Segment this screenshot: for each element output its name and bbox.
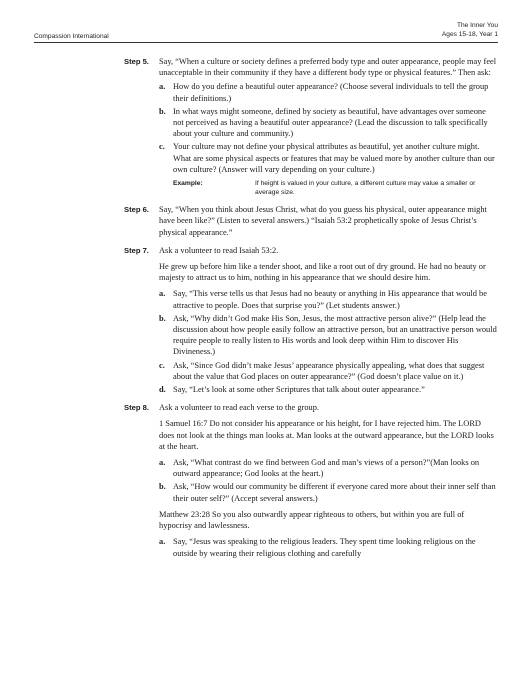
- item-letter: b.: [159, 313, 166, 323]
- question-item: [159, 481, 497, 503]
- item-text: Ask, “Since God didn’t make Jesus’ appearance physically appealing, what does that suggest about the value that God places on outer appearance?” (God doesn’t place value on it.): [173, 360, 485, 381]
- question-item: [159, 384, 497, 395]
- question-item: [159, 360, 497, 382]
- question-list: [159, 288, 497, 395]
- item-text: In what ways might someone, defined by society as beautiful, have advantages over someone not perceived as having a beautiful outer appearance? (Lead the discussion to talk specifically about your culture and community.): [173, 106, 488, 139]
- step-instruction: Ask a volunteer to read Isaiah 53:2.: [159, 245, 279, 255]
- lesson-content: [124, 56, 497, 566]
- item-letter: b.: [159, 106, 166, 116]
- question-item: [159, 313, 497, 358]
- item-letter: a.: [159, 458, 166, 468]
- course-meta: Ages 15-18, Year 1: [441, 30, 498, 38]
- header-divider: [34, 42, 498, 43]
- question-item: [159, 288, 497, 310]
- step-instruction: Say, “When you think about Jesus Christ, what do you guess his physical, outer appearance might have been like?” (Listen to several answers.) “Isaiah 53:2 prophetically spoke of Jesus Christ’s physical appearance.”: [159, 205, 487, 237]
- item-letter: c.: [159, 360, 165, 370]
- question-item: [159, 106, 497, 140]
- item-text: Say, “This verse tells us that Jesus had no beauty or anything in His appearance that would be attractive to people. Does that surprise you?” (Let students answer.): [173, 289, 487, 310]
- question-item: [159, 81, 497, 103]
- step-label: Step 5.: [124, 57, 149, 66]
- question-list: [159, 536, 497, 558]
- example-note: [173, 180, 497, 197]
- question-item: [159, 457, 497, 479]
- item-letter: a.: [159, 82, 166, 92]
- step-7: [124, 245, 497, 395]
- example-text: If height is valued in your culture, a different culture may value a smaller or average size.: [255, 180, 476, 196]
- page-header: [34, 22, 498, 42]
- question-item: [159, 141, 497, 175]
- item-text: Say, “Let’s look at some other Scriptures that talk about outer appearance.”: [173, 385, 425, 395]
- step-label: Step 6.: [124, 205, 149, 215]
- question-list: [159, 457, 497, 504]
- item-text: How do you define a beautiful outer appearance? (Choose several individuals to tell the group their definitions.): [173, 82, 489, 103]
- question-list: [159, 81, 497, 175]
- scripture-passage: He grew up before him like a tender shoot, and like a root out of dry ground. He had no beauty or majesty to attract us to him, nothing in his appearance that we should desire him.: [159, 262, 486, 283]
- step-8: [124, 402, 497, 558]
- organization-name: Compassion International: [34, 33, 109, 40]
- course-title: The Inner You: [456, 22, 498, 29]
- step-6: [124, 204, 497, 238]
- step-instruction: Say, “When a culture or society defines a preferred body type and outer appearance, people may feel unacceptable in their community if they have a different body type or physical features.” Then ask:: [159, 57, 497, 78]
- item-text: Say, “Jesus was speaking to the religious leaders. They spent time looking religious on the outside by wearing their religious clothing and carefully: [173, 537, 476, 558]
- item-text: Ask, “Why didn’t God make His Son, Jesus, the most attractive person alive?” (Help lead the discussion about how people easily follow an attractive person, but an unattractive person would require people to really listen to His words and look deep within Him to discover His Divineness.): [173, 313, 497, 357]
- example-label: Example:: [173, 180, 203, 188]
- question-item: [159, 536, 497, 558]
- step-instruction: Ask a volunteer to read each verse to the group.: [159, 403, 319, 413]
- item-letter: a.: [159, 289, 166, 299]
- scripture-passage: 1 Samuel 16:7 Do not consider his appearance or his height, for I have rejected him. The LORD does not look at the things man looks at. Man looks at the outward appearance, but the LORD looks at the heart.: [159, 419, 494, 451]
- item-letter: a.: [159, 537, 166, 547]
- item-letter: c.: [159, 142, 165, 152]
- step-5: [124, 56, 497, 197]
- item-text: Ask, “What contrast do we find between God and man’s views of a person?”(Man looks on outward appearance; God looks at the heart.): [173, 458, 480, 479]
- step-label: Step 7.: [124, 245, 149, 255]
- scripture-passage: Matthew 23:28 So you also outwardly appear righteous to others, but within you are full of hypocrisy and lawlessness.: [159, 509, 465, 531]
- item-text: Your culture may not define your physical attributes as beautiful, yet another culture might. What are some physical aspects or features that may be valued more by another culture than our own culture? (Answer will vary depending on your culture.): [173, 142, 495, 174]
- item-letter: b.: [159, 482, 166, 492]
- item-letter: d.: [159, 385, 166, 395]
- item-text: Ask, “How would our community be different if everyone cared more about their inner self than their outer self?” (Accept several answers.): [173, 482, 496, 503]
- course-info: [442, 22, 498, 39]
- step-label: Step 8.: [124, 403, 149, 413]
